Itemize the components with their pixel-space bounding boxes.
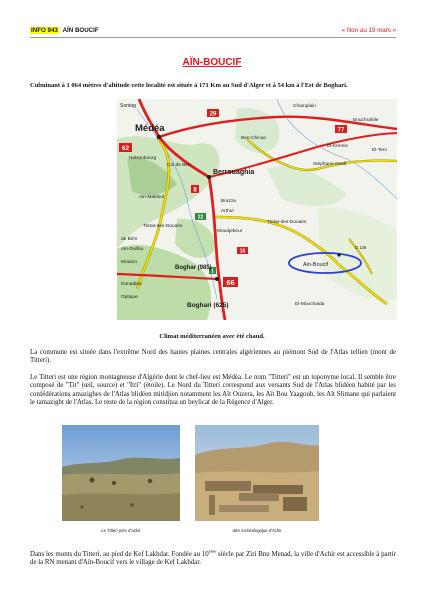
svg-text:66: 66 [226,278,235,287]
route-badge-66 [223,277,238,287]
map-label-col-de-ben: Col de Ben [167,163,191,168]
svg-text:1: 1 [211,268,214,275]
map-label-boghari: Boghari (625) [187,302,229,309]
road-map-image [117,99,397,320]
map-label-donadieu: Donadieu [121,282,142,287]
svg-text:22: 22 [197,214,204,221]
paragraph-titteri: Le Titteri est une région montagneuse d'Algérie dont le chef-lieu est Médéa. Le nom "Titteri" est un toponyme local. Il semble être composé de "Tit" (œil, source) et "Itri" (étoile). Le Nord du Titteri correspond aux versants Sud de l'Atlas blidéen habité par les confédérations amazighes de l'Atlas blidéen mitidjien notamment les Aït Ouzera, les Aït Bou Yaagoub, les Aït Slimane qui parlaient le tamazight de l'Atlas. Le reste de la région constitua un beylicat de la Régence d'Alger. [30,374,396,406]
route-badge-22 [195,213,206,221]
header-title: AÏN BOUCIF [62,27,99,34]
map-label-arthur: Arthur [221,209,235,214]
header-divider [30,37,396,38]
achir-text-start: Dans les monts du Titteri, au pied de Kef Lakhdar. Fondée au 10 [30,551,209,558]
map-label-moudjebeur: Moudjebeur [217,229,243,234]
svg-text:8: 8 [193,187,197,194]
map-label-el-teni: El-Teni [372,148,387,153]
map-label-champlain: Champlain [293,104,316,109]
map-label-nelsonbourg: Nelsonbourg [129,156,157,161]
svg-text:77: 77 [337,127,345,134]
page-header [30,26,396,36]
photo-caption-site: Site Archéologique d'Achir [232,528,282,533]
paragraph-location: La commune est située dans l'extrême Nord des hautes plaines centrales algériennes au piémont Sud de l'Atlas tellien (mont de Titteri). [30,349,396,365]
map-label-el-mouchaida: El-Mouchaida [295,302,325,307]
info-number: INFO 943 [31,27,58,34]
achir-text-end: siècle par Ziri Bnu Menad, la ville d'Achir est accessible à partir de la RN menant d'Aïn-Boucif vers le village de Kef Lakhdar. [30,551,396,567]
map-label-boghar: Boghar (985) [175,265,212,271]
map-label-mouton: Mouton [121,260,137,265]
route-badge-29 [207,109,219,118]
map-label-berrouaghia: Berrouaghia [213,169,255,176]
map-label-ben-chicao: Ben-Chicao [241,136,267,141]
map-label-tletat-east: Tletat-des-Douairs [267,220,307,225]
map-label-de-birin: de Birin [121,237,138,242]
header-slogan: « Non au 19 mars » [341,27,396,34]
map-label-medea: Médéa [135,123,165,134]
map-label-stephane-gsell: Stéphane-Gsell [313,162,347,167]
paragraph-achir [30,548,396,568]
svg-text:29: 29 [209,111,217,118]
map-label-bouchrahile: Bouchrahile [353,118,379,123]
intro-text: Culminant à 1 064 mètres d'altitude cette localité est située à 171 Km au Sud d'Alger et à 54 km à l'Est de Boghari. [30,82,348,89]
map-label-d136: D 136 [355,245,367,250]
map-label-sontag: Sontag [120,103,136,109]
svg-text:62: 62 [121,145,130,152]
map-label-ain-dalhia: Ain-Dalhia [121,247,144,252]
route-badge-62 [119,143,132,152]
map-caption: Climat méditerranéen avec été chaud. [159,333,265,340]
photo-titteri-landscape [62,425,180,521]
photo-caption-landscape: Le Titteri près d'Achir [101,528,141,533]
svg-text:18: 18 [239,248,246,255]
century-superscript: ème [208,548,217,554]
route-badge-8 [191,185,199,194]
map-label-el-kremis: El-Kremis [327,144,348,149]
page-title: AÏN-BOUCIF [182,57,242,68]
route-badge-18 [237,247,248,255]
map-label-brazza: Brazza [221,199,236,204]
photo-archaeological-site [195,425,319,521]
map-label-tletat-west: Tletat-des-Douairs [143,224,183,229]
map-label-ain-makloul: Ain-Makloul [139,195,165,200]
map-label-ain-boucif: Ain-Boucif [303,262,329,268]
route-badge-77 [335,125,347,134]
map-label-optique: Optique [121,295,138,300]
